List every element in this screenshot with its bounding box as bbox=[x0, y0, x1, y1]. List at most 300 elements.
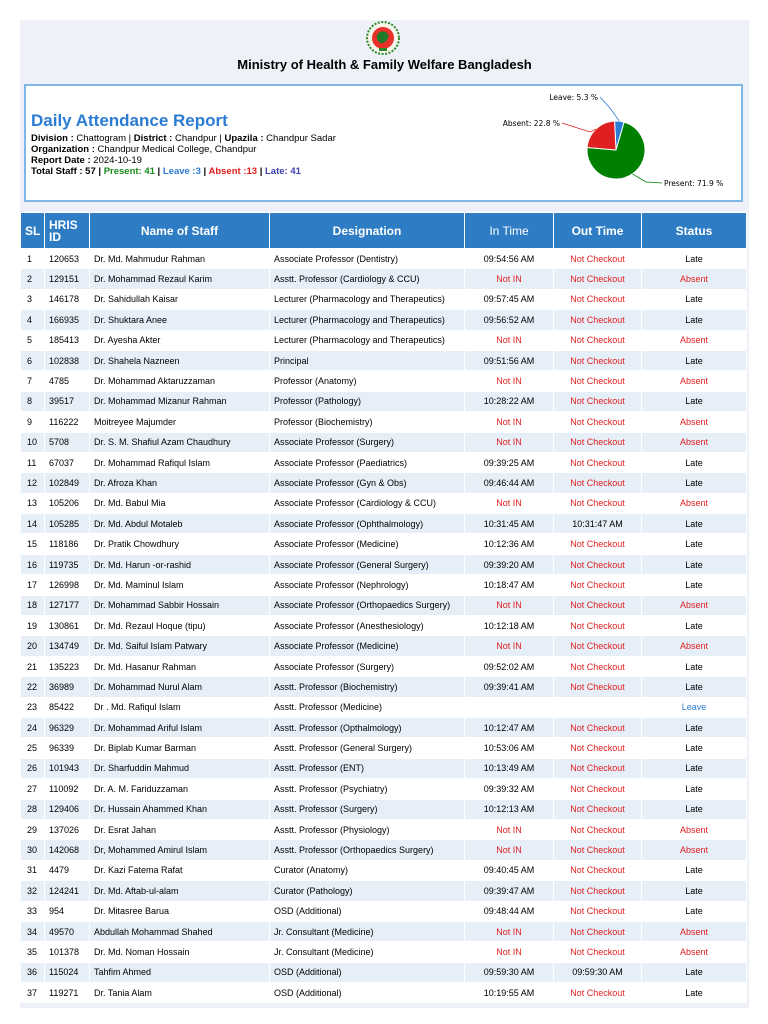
cell-sl: 37 bbox=[21, 983, 45, 1003]
cell-name: Dr. Md. Noman Hossain bbox=[90, 942, 270, 962]
pie-label-present: Present: 71.9 % bbox=[664, 179, 724, 188]
cell-status: Late bbox=[642, 962, 747, 982]
cell-status: Late bbox=[642, 616, 747, 636]
cell-sl: 4 bbox=[21, 310, 45, 330]
cell-hris-id: 142068 bbox=[45, 840, 90, 860]
cell-out-time: Not Checkout bbox=[554, 799, 642, 819]
cell-designation: Asstt. Professor (ENT) bbox=[270, 758, 465, 778]
cell-status: Absent bbox=[642, 840, 747, 860]
cell-designation: Asstt. Professor (Surgery) bbox=[270, 799, 465, 819]
cell-hris-id: 129151 bbox=[45, 269, 90, 289]
table-row bbox=[21, 310, 747, 330]
cell-hris-id: 105285 bbox=[45, 514, 90, 534]
cell-name: Dr. Hussain Ahammed Khan bbox=[90, 799, 270, 819]
cell-name: Dr. Md. Babul Mia bbox=[90, 493, 270, 513]
cell-in-time: 09:39:20 AM bbox=[465, 554, 554, 574]
cell-in-time: Not IN bbox=[465, 493, 554, 513]
cell-designation: Associate Professor (Orthopaedics Surgery) bbox=[270, 595, 465, 615]
cell-out-time: Not Checkout bbox=[554, 616, 642, 636]
cell-in-time: 09:39:25 AM bbox=[465, 452, 554, 472]
absent-count: Absent :13 bbox=[208, 166, 258, 177]
cell-status: Late bbox=[642, 656, 747, 676]
cell-name: Dr . Md. Rafiqul Islam bbox=[90, 697, 270, 717]
cell-designation: OSD (Additional) bbox=[270, 962, 465, 982]
col-header-hris-id: HRIS ID bbox=[45, 213, 90, 249]
attendance-table-body bbox=[21, 249, 747, 1003]
cell-hris-id: 134749 bbox=[45, 636, 90, 656]
cell-status: Absent bbox=[642, 636, 747, 656]
cell-name: Dr. Shuktara Anee bbox=[90, 310, 270, 330]
cell-out-time: Not Checkout bbox=[554, 636, 642, 656]
cell-name: Dr. Md. Aftab-ul-alam bbox=[90, 881, 270, 901]
cell-status: Late bbox=[642, 350, 747, 370]
table-row bbox=[21, 758, 747, 778]
cell-hris-id: 39517 bbox=[45, 391, 90, 411]
cell-in-time: Not IN bbox=[465, 432, 554, 452]
cell-status: Absent bbox=[642, 942, 747, 962]
cell-sl: 9 bbox=[21, 412, 45, 432]
table-row bbox=[21, 473, 747, 493]
cell-sl: 20 bbox=[21, 636, 45, 656]
cell-out-time: Not Checkout bbox=[554, 779, 642, 799]
cell-name: Dr. Md. Harun -or-rashid bbox=[90, 554, 270, 574]
cell-hris-id: 116222 bbox=[45, 412, 90, 432]
ministry-title: Ministry of Health & Family Welfare Bangladesh bbox=[237, 57, 532, 72]
cell-designation: Lecturer (Pharmacology and Therapeutics) bbox=[270, 289, 465, 309]
cell-sl: 33 bbox=[21, 901, 45, 921]
cell-out-time: Not Checkout bbox=[554, 412, 642, 432]
table-row bbox=[21, 677, 747, 697]
cell-designation: Associate Professor (Nephrology) bbox=[270, 575, 465, 595]
table-row bbox=[21, 840, 747, 860]
table-row bbox=[21, 636, 747, 656]
table-row bbox=[21, 289, 747, 309]
cell-sl: 19 bbox=[21, 616, 45, 636]
cell-out-time: Not Checkout bbox=[554, 534, 642, 554]
cell-sl: 25 bbox=[21, 738, 45, 758]
report-date-line bbox=[31, 155, 142, 166]
cell-in-time: 09:52:02 AM bbox=[465, 656, 554, 676]
cell-out-time: Not Checkout bbox=[554, 860, 642, 880]
cell-sl: 30 bbox=[21, 840, 45, 860]
cell-in-time: Not IN bbox=[465, 942, 554, 962]
col-header-name: Name of Staff bbox=[90, 213, 270, 249]
cell-hris-id: 96339 bbox=[45, 738, 90, 758]
table-row bbox=[21, 901, 747, 921]
pie-leader-absent bbox=[562, 123, 596, 132]
table-row bbox=[21, 452, 747, 472]
cell-hris-id: 67037 bbox=[45, 452, 90, 472]
table-row bbox=[21, 575, 747, 595]
cell-hris-id: 166935 bbox=[45, 310, 90, 330]
cell-in-time: 09:39:32 AM bbox=[465, 779, 554, 799]
table-row bbox=[21, 595, 747, 615]
table-row bbox=[21, 391, 747, 411]
cell-in-time: 10:19:55 AM bbox=[465, 983, 554, 1003]
table-row bbox=[21, 799, 747, 819]
cell-name: Dr. Md. Saiful Islam Patwary bbox=[90, 636, 270, 656]
table-row bbox=[21, 819, 747, 839]
table-row bbox=[21, 350, 747, 370]
cell-hris-id: 126998 bbox=[45, 575, 90, 595]
cell-name: Dr. Mohammad Rezaul Karim bbox=[90, 269, 270, 289]
cell-in-time: Not IN bbox=[465, 921, 554, 941]
cell-hris-id: 36989 bbox=[45, 677, 90, 697]
cell-name: Dr. Tania Alam bbox=[90, 983, 270, 1003]
cell-in-time: 09:57:45 AM bbox=[465, 289, 554, 309]
district-label: District : bbox=[133, 133, 173, 144]
cell-designation: Associate Professor (Gyn & Obs) bbox=[270, 473, 465, 493]
cell-sl: 6 bbox=[21, 350, 45, 370]
cell-designation: Associate Professor (Anesthesiology) bbox=[270, 616, 465, 636]
table-row bbox=[21, 962, 747, 982]
cell-out-time bbox=[554, 697, 642, 717]
cell-name: Dr, Mohammed Amirul Islam bbox=[90, 840, 270, 860]
cell-designation: Asstt. Professor (Biochemistry) bbox=[270, 677, 465, 697]
table-row bbox=[21, 534, 747, 554]
cell-status: Late bbox=[642, 738, 747, 758]
table-row bbox=[21, 942, 747, 962]
cell-in-time: 09:48:44 AM bbox=[465, 901, 554, 921]
cell-out-time: 10:31:47 AM bbox=[554, 514, 642, 534]
cell-sl: 22 bbox=[21, 677, 45, 697]
cell-sl: 15 bbox=[21, 534, 45, 554]
cell-designation: Lecturer (Pharmacology and Therapeutics) bbox=[270, 330, 465, 350]
cell-name: Dr. Md. Rezaul Hoque (tipu) bbox=[90, 616, 270, 636]
cell-name: Dr. Sharfuddin Mahmud bbox=[90, 758, 270, 778]
cell-status: Late bbox=[642, 799, 747, 819]
cell-name: Dr. Esrat Jahan bbox=[90, 819, 270, 839]
cell-out-time: Not Checkout bbox=[554, 717, 642, 737]
report-page bbox=[20, 20, 749, 1008]
cell-out-time: Not Checkout bbox=[554, 881, 642, 901]
cell-designation: Associate Professor (Cardiology & CCU) bbox=[270, 493, 465, 513]
cell-in-time: 10:12:36 AM bbox=[465, 534, 554, 554]
table-row bbox=[21, 860, 747, 880]
cell-hris-id: 118186 bbox=[45, 534, 90, 554]
cell-name: Dr. Mitasree Barua bbox=[90, 901, 270, 921]
upazila-value: Chandpur Sadar bbox=[266, 133, 336, 144]
cell-designation: OSD (Additional) bbox=[270, 901, 465, 921]
cell-status: Late bbox=[642, 881, 747, 901]
cell-name: Dr. Afroza Khan bbox=[90, 473, 270, 493]
report-summary-box bbox=[24, 84, 743, 202]
cell-out-time: Not Checkout bbox=[554, 575, 642, 595]
cell-sl: 23 bbox=[21, 697, 45, 717]
cell-designation: Associate Professor (General Surgery) bbox=[270, 554, 465, 574]
page-header bbox=[20, 20, 749, 82]
cell-hris-id: 137026 bbox=[45, 819, 90, 839]
cell-status: Late bbox=[642, 717, 747, 737]
division-value: Chattogram bbox=[76, 133, 127, 144]
cell-designation: Lecturer (Pharmacology and Therapeutics) bbox=[270, 310, 465, 330]
table-row bbox=[21, 738, 747, 758]
cell-status: Late bbox=[642, 677, 747, 697]
cell-sl: 13 bbox=[21, 493, 45, 513]
cell-hris-id: 101378 bbox=[45, 942, 90, 962]
table-row bbox=[21, 616, 747, 636]
organization-value: Chandpur Medical College, Chandpur bbox=[97, 144, 257, 155]
table-row bbox=[21, 656, 747, 676]
cell-sl: 8 bbox=[21, 391, 45, 411]
cell-status: Absent bbox=[642, 371, 747, 391]
cell-sl: 27 bbox=[21, 779, 45, 799]
table-row bbox=[21, 881, 747, 901]
cell-in-time: 10:12:18 AM bbox=[465, 616, 554, 636]
cell-designation: Associate Professor (Medicine) bbox=[270, 636, 465, 656]
cell-out-time: Not Checkout bbox=[554, 554, 642, 574]
cell-designation: Asstt. Professor (Medicine) bbox=[270, 697, 465, 717]
col-header-in-time: In Time bbox=[465, 213, 554, 249]
cell-hris-id: 135223 bbox=[45, 656, 90, 676]
cell-designation: Professor (Biochemistry) bbox=[270, 412, 465, 432]
cell-sl: 29 bbox=[21, 819, 45, 839]
cell-in-time: 10:28:22 AM bbox=[465, 391, 554, 411]
cell-status: Late bbox=[642, 779, 747, 799]
cell-sl: 31 bbox=[21, 860, 45, 880]
table-row bbox=[21, 921, 747, 941]
pie-slice-absent bbox=[587, 121, 616, 150]
cell-sl: 1 bbox=[21, 249, 45, 269]
cell-designation: Associate Professor (Ophthalmology) bbox=[270, 514, 465, 534]
cell-hris-id: 96329 bbox=[45, 717, 90, 737]
cell-in-time: 10:12:13 AM bbox=[465, 799, 554, 819]
cell-hris-id: 115024 bbox=[45, 962, 90, 982]
cell-out-time: Not Checkout bbox=[554, 330, 642, 350]
cell-designation: Asstt. Professor (General Surgery) bbox=[270, 738, 465, 758]
cell-designation: Professor (Pathology) bbox=[270, 391, 465, 411]
cell-status: Late bbox=[642, 289, 747, 309]
attendance-table bbox=[20, 212, 747, 1003]
report-date-label: Report Date : bbox=[31, 155, 91, 166]
district-value: Chandpur bbox=[174, 133, 217, 144]
cell-hris-id: 119735 bbox=[45, 554, 90, 574]
cell-hris-id: 85422 bbox=[45, 697, 90, 717]
cell-designation: Associate Professor (Paediatrics) bbox=[270, 452, 465, 472]
table-row bbox=[21, 779, 747, 799]
location-line: Division : Chattogram | District : Chandpur | Upazila : Chandpur Sadar bbox=[31, 133, 336, 144]
cell-name: Moitreyee Majumder bbox=[90, 412, 270, 432]
cell-designation: Principal bbox=[270, 350, 465, 370]
total-staff: Total Staff : 57 bbox=[31, 166, 96, 177]
table-header-row bbox=[21, 213, 747, 249]
cell-status: Late bbox=[642, 514, 747, 534]
pie-leader-leave bbox=[600, 97, 619, 121]
pie-label-absent: Absent: 22.8 % bbox=[502, 119, 560, 128]
cell-in-time: 09:46:44 AM bbox=[465, 473, 554, 493]
cell-out-time: Not Checkout bbox=[554, 738, 642, 758]
cell-name: Dr. Mohammad Mizanur Rahman bbox=[90, 391, 270, 411]
cell-in-time: 09:54:56 AM bbox=[465, 249, 554, 269]
cell-status: Late bbox=[642, 860, 747, 880]
cell-status: Absent bbox=[642, 819, 747, 839]
cell-status: Late bbox=[642, 473, 747, 493]
cell-hris-id: 4479 bbox=[45, 860, 90, 880]
table-row bbox=[21, 432, 747, 452]
cell-hris-id: 5708 bbox=[45, 432, 90, 452]
cell-status: Absent bbox=[642, 921, 747, 941]
cell-out-time: Not Checkout bbox=[554, 350, 642, 370]
cell-hris-id: 101943 bbox=[45, 758, 90, 778]
cell-hris-id: 146178 bbox=[45, 289, 90, 309]
cell-sl: 32 bbox=[21, 881, 45, 901]
cell-status: Late bbox=[642, 758, 747, 778]
cell-out-time: Not Checkout bbox=[554, 249, 642, 269]
organization-label: Organization : bbox=[31, 144, 95, 155]
cell-status: Late bbox=[642, 983, 747, 1003]
cell-name: Tahfim Ahmed bbox=[90, 962, 270, 982]
cell-hris-id: 185413 bbox=[45, 330, 90, 350]
cell-designation: Associate Professor (Surgery) bbox=[270, 432, 465, 452]
cell-status: Absent bbox=[642, 412, 747, 432]
table-row bbox=[21, 554, 747, 574]
cell-sl: 36 bbox=[21, 962, 45, 982]
cell-sl: 10 bbox=[21, 432, 45, 452]
present-count: Present: 41 bbox=[103, 166, 155, 177]
cell-sl: 35 bbox=[21, 942, 45, 962]
cell-status: Late bbox=[642, 575, 747, 595]
cell-in-time: 09:39:47 AM bbox=[465, 881, 554, 901]
col-header-designation: Designation bbox=[270, 213, 465, 249]
cell-out-time: 09:59:30 AM bbox=[554, 962, 642, 982]
cell-status: Late bbox=[642, 534, 747, 554]
cell-status: Absent bbox=[642, 330, 747, 350]
cell-hris-id: 129406 bbox=[45, 799, 90, 819]
pie-label-leave: Leave: 5.3 % bbox=[549, 93, 598, 102]
cell-sl: 26 bbox=[21, 758, 45, 778]
cell-out-time: Not Checkout bbox=[554, 983, 642, 1003]
cell-out-time: Not Checkout bbox=[554, 758, 642, 778]
cell-out-time: Not Checkout bbox=[554, 432, 642, 452]
cell-designation: Asstt. Professor (Orthopaedics Surgery) bbox=[270, 840, 465, 860]
cell-out-time: Not Checkout bbox=[554, 310, 642, 330]
cell-hris-id: 105206 bbox=[45, 493, 90, 513]
cell-sl: 11 bbox=[21, 452, 45, 472]
cell-name: Dr. Md. Maminul Islam bbox=[90, 575, 270, 595]
table-row bbox=[21, 493, 747, 513]
cell-out-time: Not Checkout bbox=[554, 452, 642, 472]
table-row bbox=[21, 717, 747, 737]
cell-out-time: Not Checkout bbox=[554, 656, 642, 676]
cell-out-time: Not Checkout bbox=[554, 595, 642, 615]
cell-designation: Professor (Anatomy) bbox=[270, 371, 465, 391]
cell-name: Dr. Shahela Nazneen bbox=[90, 350, 270, 370]
cell-designation: Asstt. Professor (Psychiatry) bbox=[270, 779, 465, 799]
cell-designation: Asstt. Professor (Physiology) bbox=[270, 819, 465, 839]
cell-sl: 28 bbox=[21, 799, 45, 819]
cell-in-time: 10:12:47 AM bbox=[465, 717, 554, 737]
cell-sl: 14 bbox=[21, 514, 45, 534]
cell-name: Dr. Sahidullah Kaisar bbox=[90, 289, 270, 309]
late-count: Late: 41 bbox=[265, 166, 301, 177]
cell-in-time: Not IN bbox=[465, 412, 554, 432]
cell-name: Dr. Md. Mahmudur Rahman bbox=[90, 249, 270, 269]
cell-in-time: 09:40:45 AM bbox=[465, 860, 554, 880]
cell-in-time: Not IN bbox=[465, 269, 554, 289]
cell-name: Abdullah Mohammad Shahed bbox=[90, 921, 270, 941]
cell-name: Dr. Pratik Chowdhury bbox=[90, 534, 270, 554]
cell-name: Dr. Mohammad Rafiqul Islam bbox=[90, 452, 270, 472]
cell-in-time: Not IN bbox=[465, 819, 554, 839]
cell-out-time: Not Checkout bbox=[554, 371, 642, 391]
cell-sl: 3 bbox=[21, 289, 45, 309]
cell-name: Dr. A. M. Fariduzzaman bbox=[90, 779, 270, 799]
table-row bbox=[21, 697, 747, 717]
report-date-value: 2024-10-19 bbox=[93, 155, 142, 166]
cell-name: Dr. Mohammad Sabbir Hossain bbox=[90, 595, 270, 615]
cell-name: Dr. Mohammad Ariful Islam bbox=[90, 717, 270, 737]
cell-out-time: Not Checkout bbox=[554, 942, 642, 962]
cell-in-time bbox=[465, 697, 554, 717]
cell-in-time: 09:59:30 AM bbox=[465, 962, 554, 982]
cell-name: Dr. S. M. Shafiul Azam Chaudhury bbox=[90, 432, 270, 452]
cell-in-time: Not IN bbox=[465, 636, 554, 656]
cell-out-time: Not Checkout bbox=[554, 473, 642, 493]
cell-status: Late bbox=[642, 310, 747, 330]
cell-sl: 2 bbox=[21, 269, 45, 289]
cell-sl: 16 bbox=[21, 554, 45, 574]
cell-status: Absent bbox=[642, 269, 747, 289]
cell-hris-id: 127177 bbox=[45, 595, 90, 615]
cell-in-time: 10:18:47 AM bbox=[465, 575, 554, 595]
division-label: Division : bbox=[31, 133, 74, 144]
attendance-pie-chart bbox=[466, 86, 741, 200]
cell-hris-id: 102838 bbox=[45, 350, 90, 370]
cell-designation: Curator (Pathology) bbox=[270, 881, 465, 901]
cell-hris-id: 119271 bbox=[45, 983, 90, 1003]
leave-count: Leave :3 bbox=[162, 166, 201, 177]
cell-out-time: Not Checkout bbox=[554, 840, 642, 860]
cell-status: Late bbox=[642, 554, 747, 574]
cell-sl: 18 bbox=[21, 595, 45, 615]
table-row bbox=[21, 412, 747, 432]
report-title: Daily Attendance Report bbox=[31, 111, 228, 130]
cell-hris-id: 102849 bbox=[45, 473, 90, 493]
cell-name: Dr. Md. Hasanur Rahman bbox=[90, 656, 270, 676]
cell-name: Dr. Kazi Fatema Rafat bbox=[90, 860, 270, 880]
cell-status: Late bbox=[642, 249, 747, 269]
cell-name: Dr. Biplab Kumar Barman bbox=[90, 738, 270, 758]
cell-in-time: 10:13:49 AM bbox=[465, 758, 554, 778]
table-row bbox=[21, 514, 747, 534]
cell-sl: 17 bbox=[21, 575, 45, 595]
cell-out-time: Not Checkout bbox=[554, 289, 642, 309]
table-row bbox=[21, 249, 747, 269]
cell-status: Late bbox=[642, 901, 747, 921]
cell-designation: Jr. Consultant (Medicine) bbox=[270, 921, 465, 941]
cell-out-time: Not Checkout bbox=[554, 677, 642, 697]
cell-hris-id: 110092 bbox=[45, 779, 90, 799]
cell-status: Leave bbox=[642, 697, 747, 717]
cell-status: Absent bbox=[642, 432, 747, 452]
organization-line bbox=[31, 144, 256, 155]
pie-leader-present bbox=[632, 174, 662, 183]
cell-in-time: 09:39:41 AM bbox=[465, 677, 554, 697]
col-header-status: Status bbox=[642, 213, 747, 249]
cell-status: Absent bbox=[642, 493, 747, 513]
upazila-label: Upazila : bbox=[224, 133, 264, 144]
col-header-sl: SL bbox=[21, 213, 45, 249]
cell-hris-id: 130861 bbox=[45, 616, 90, 636]
cell-designation: Curator (Anatomy) bbox=[270, 860, 465, 880]
cell-in-time: Not IN bbox=[465, 595, 554, 615]
cell-status: Late bbox=[642, 452, 747, 472]
cell-sl: 21 bbox=[21, 656, 45, 676]
cell-out-time: Not Checkout bbox=[554, 269, 642, 289]
cell-sl: 5 bbox=[21, 330, 45, 350]
cell-name: Dr. Mohammad Aktaruzzaman bbox=[90, 371, 270, 391]
cell-name: Dr. Md. Abdul Motaleb bbox=[90, 514, 270, 534]
